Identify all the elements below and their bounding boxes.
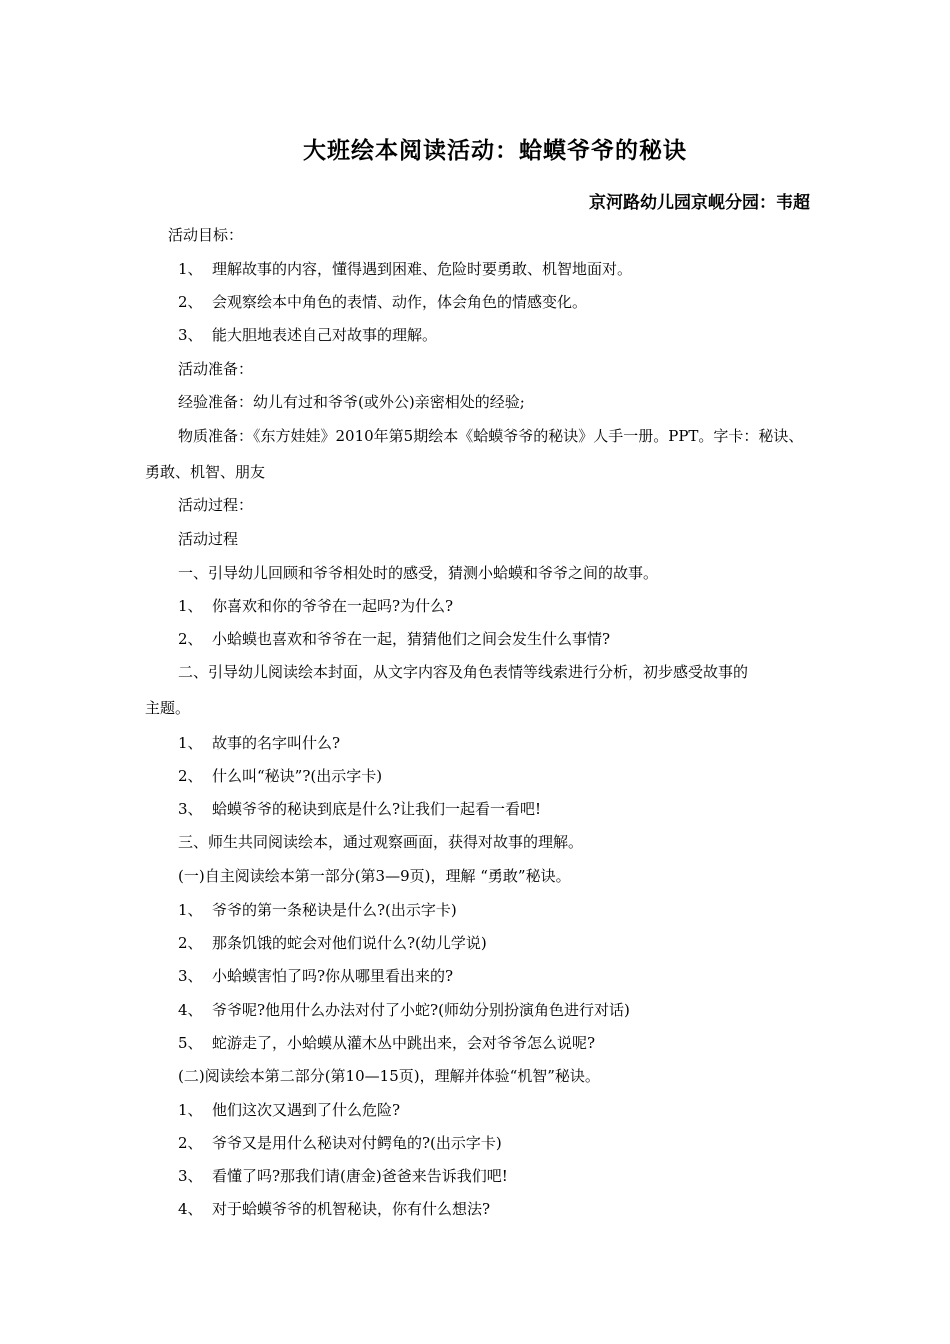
process-heading: 活动过程： <box>178 496 254 514</box>
item-text: 他们这次又遇到了什么危险? <box>212 1101 401 1119</box>
item-number: 1、 <box>178 901 203 919</box>
part-two-item <box>178 1199 490 1219</box>
part-one-item <box>178 966 453 986</box>
item-text: 爷爷又是用什么秘诀对付鳄龟的?(出示字卡) <box>212 1134 502 1152</box>
item-text: 蛇游走了，小蛤蟆从灌木丛中跳出来，会对爷爷怎么说呢? <box>212 1034 596 1052</box>
item-number: 2、 <box>178 1134 203 1152</box>
part-one-heading: (一)自主阅读绘本第一部分(第3—9页)，理解 “勇敢”秘诀。 <box>178 867 571 885</box>
prep-material-continuation: 勇敢、机智、朋友 <box>145 463 266 481</box>
document-title: 大班绘本阅读活动：蛤蟆爷爷的秘诀 <box>303 137 687 164</box>
item-number: 2、 <box>178 630 203 648</box>
item-text: 小蛤蟆也喜欢和爷爷在一起，猜猜他们之间会发生什么事情? <box>212 630 611 648</box>
step-two-heading: 二、引导幼儿阅读绘本封面，从文字内容及角色表情等线索进行分析，初步感受故事的 <box>178 663 749 681</box>
goal-text: 会观察绘本中角色的表情、动作，体会角色的情感变化。 <box>212 293 588 311</box>
item-number: 4、 <box>178 1200 203 1218</box>
part-one-item <box>178 1033 595 1053</box>
item-text: 故事的名字叫什么? <box>212 734 341 752</box>
item-number: 4、 <box>178 1001 203 1019</box>
item-number: 5、 <box>178 1034 203 1052</box>
item-text: 看懂了吗?那我们请(唐金)爸爸来告诉我们吧! <box>212 1167 508 1185</box>
process-subheading: 活动过程 <box>178 530 239 548</box>
item-text: 什么叫“秘诀”?(出示字卡) <box>212 767 383 785</box>
step-one-heading: 一、引导幼儿回顾和爷爷相处时的感受，猜测小蛤蟆和爷爷之间的故事。 <box>178 564 659 582</box>
author-line: 京河路幼儿园京岘分园：韦超 <box>589 193 810 213</box>
step-two-item <box>178 766 382 786</box>
item-text: 爷爷呢?他用什么办法对付了小蛇?(师幼分别扮演角色进行对话) <box>212 1001 630 1019</box>
step-two-item <box>178 799 541 819</box>
item-number: 2、 <box>178 767 203 785</box>
item-number: 3、 <box>178 967 203 985</box>
item-number: 1、 <box>178 597 203 615</box>
prep-heading: 活动准备： <box>178 360 254 378</box>
item-number: 3、 <box>178 800 203 818</box>
goal-text: 能大胆地表述自己对故事的理解。 <box>212 326 438 344</box>
goal-item <box>178 325 437 345</box>
part-two-item <box>178 1133 502 1153</box>
part-one-item <box>178 900 457 920</box>
goal-text: 理解故事的内容，懂得遇到困难、危险时要勇敢、机智地面对。 <box>212 260 633 278</box>
item-text: 那条饥饿的蛇会对他们说什么?(幼儿学说) <box>212 934 487 952</box>
goal-item <box>178 292 587 312</box>
part-one-item <box>178 1000 630 1020</box>
step-one-item <box>178 629 610 649</box>
part-two-item <box>178 1100 400 1120</box>
step-one-item <box>178 596 453 616</box>
goal-number: 2、 <box>178 293 203 311</box>
item-number: 1、 <box>178 734 203 752</box>
step-two-item <box>178 733 340 753</box>
item-number: 1、 <box>178 1101 203 1119</box>
part-two-heading: (二)阅读绘本第二部分(第10—15页)，理解并体验“机智”秘诀。 <box>178 1067 600 1085</box>
item-number: 3、 <box>178 1167 203 1185</box>
item-text: 蛤蟆爷爷的秘诀到底是什么?让我们一起看一看吧! <box>212 800 542 818</box>
item-text: 爷爷的第一条秘诀是什么?(出示字卡) <box>212 901 457 919</box>
item-text: 对于蛤蟆爷爷的机智秘诀，你有什么想法? <box>212 1200 491 1218</box>
item-number: 2、 <box>178 934 203 952</box>
prep-material-line: 物质准备：《东方娃娃》2010年第5期绘本《蛤蟆爷爷的秘诀》人手一册。PPT。字卡：秘诀、 <box>178 427 804 445</box>
step-three-heading: 三、师生共同阅读绘本，通过观察画面，获得对故事的理解。 <box>178 833 584 851</box>
goal-number: 3、 <box>178 326 203 344</box>
item-text: 小蛤蟆害怕了吗?你从哪里看出来的? <box>212 967 454 985</box>
part-one-item <box>178 933 487 953</box>
part-two-item <box>178 1166 508 1186</box>
item-text: 你喜欢和你的爷爷在一起吗?为什么? <box>212 597 454 615</box>
prep-experience: 经验准备：幼儿有过和爷爷(或外公)亲密相处的经验; <box>178 393 525 411</box>
goal-number: 1、 <box>178 260 203 278</box>
step-two-continuation: 主题。 <box>145 699 191 717</box>
goal-item <box>178 259 632 279</box>
goals-heading: 活动目标： <box>168 226 244 244</box>
